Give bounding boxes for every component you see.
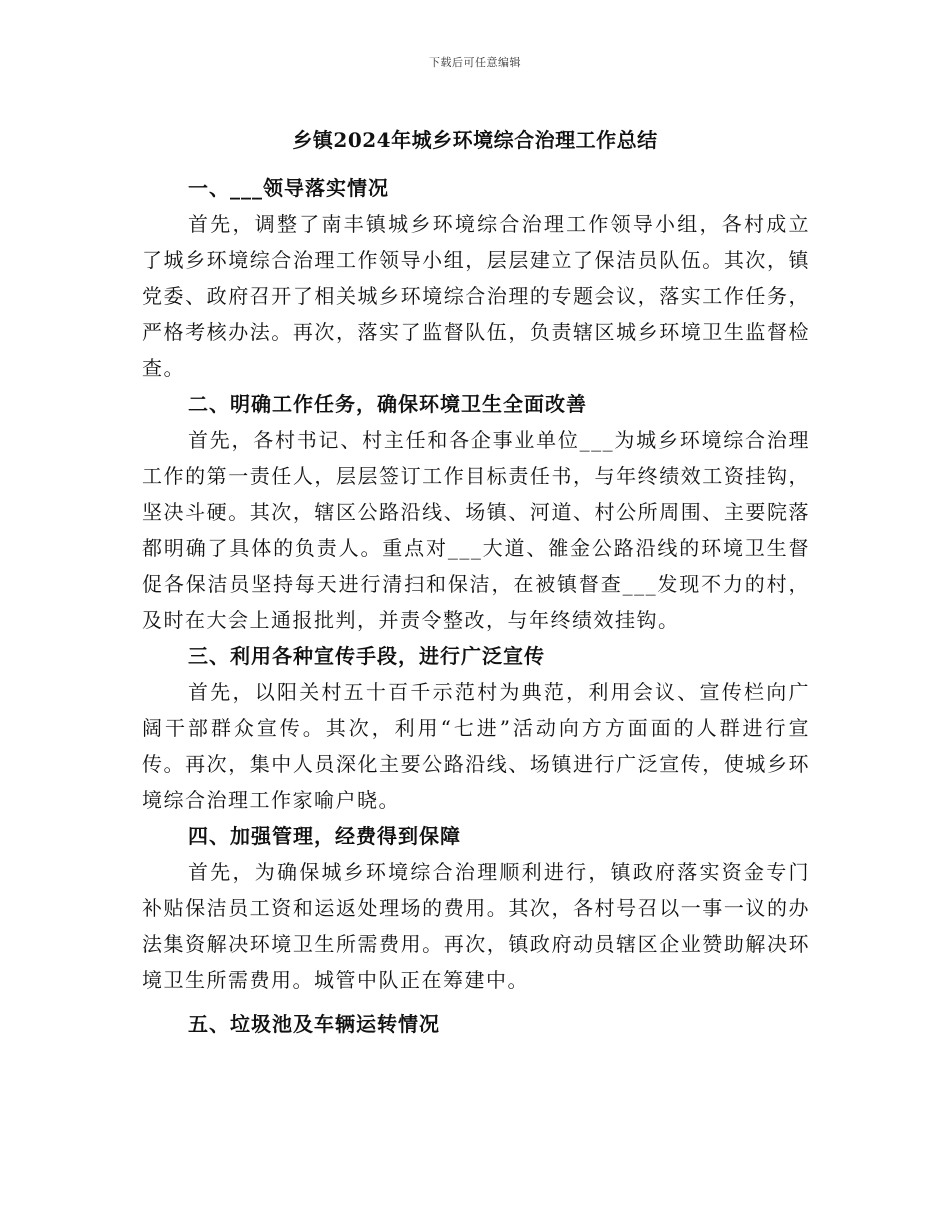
- section-1-heading: 一、___领导落实情况: [188, 176, 389, 200]
- section-1-paragraph: 首先，调整了南丰镇城乡环境综合治理工作领导小组，各村成立了城乡环境综合治理工作领导小组，层层建立了保洁员队伍。其次，镇党委、政府召开了相关城乡环境综合治理的专题会议，落实工作任务，严格考核办法。再次，落实了监督队伍，负责辖区城乡环境卫生监督检查。: [142, 212, 810, 380]
- section-5-heading: 五、垃圾池及车辆运转情况: [188, 1012, 440, 1036]
- header-note: 下载后可任意编辑: [429, 56, 521, 69]
- document-body: [142, 170, 810, 1042]
- section-4-heading: 四、加强管理，经费得到保障: [188, 824, 461, 848]
- section-2-paragraph: 首先，各村书记、村主任和各企事业单位___为城乡环境综合治理工作的第一责任人，层层签订工作目标责任书，与年终绩效工资挂钩，坚决斗硬。其次，辖区公路沿线、场镇、河道、村公所周围、主要院落都明确了具体的负责人。重点对___大道、雒金公路沿线的环境卫生督促各保洁员坚持每天进行清扫和保洁，在被镇督查___发现不力的村，及时在大会上通报批判，并责令整改，与年终绩效挂钩。: [142, 428, 810, 632]
- section-2-heading: 二、明确工作任务，确保环境卫生全面改善: [188, 392, 587, 416]
- section-3-paragraph: 首先，以阳关村五十百千示范村为典范，利用会议、宣传栏向广阔干部群众宣传。其次，利用“七进”活动向方方面面的人群进行宣传。再次，集中人员深化主要公路沿线、场镇进行广泛宣传，使城乡环境综合治理工作家喻户晓。: [142, 680, 810, 812]
- section-4-paragraph: 首先，为确保城乡环境综合治理顺利进行，镇政府落实资金专门补贴保洁员工资和运返处理场的费用。其次，各村号召以一事一议的办法集资解决环境卫生所需费用。再次，镇政府动员辖区企业赞助解决环境卫生所需费用。城管中队正在筹建中。: [142, 860, 810, 992]
- section-3-heading: 三、利用各种宣传手段，进行广泛宣传: [188, 644, 545, 668]
- document-title: 乡镇2024年城乡环境综合治理工作总结: [292, 128, 658, 152]
